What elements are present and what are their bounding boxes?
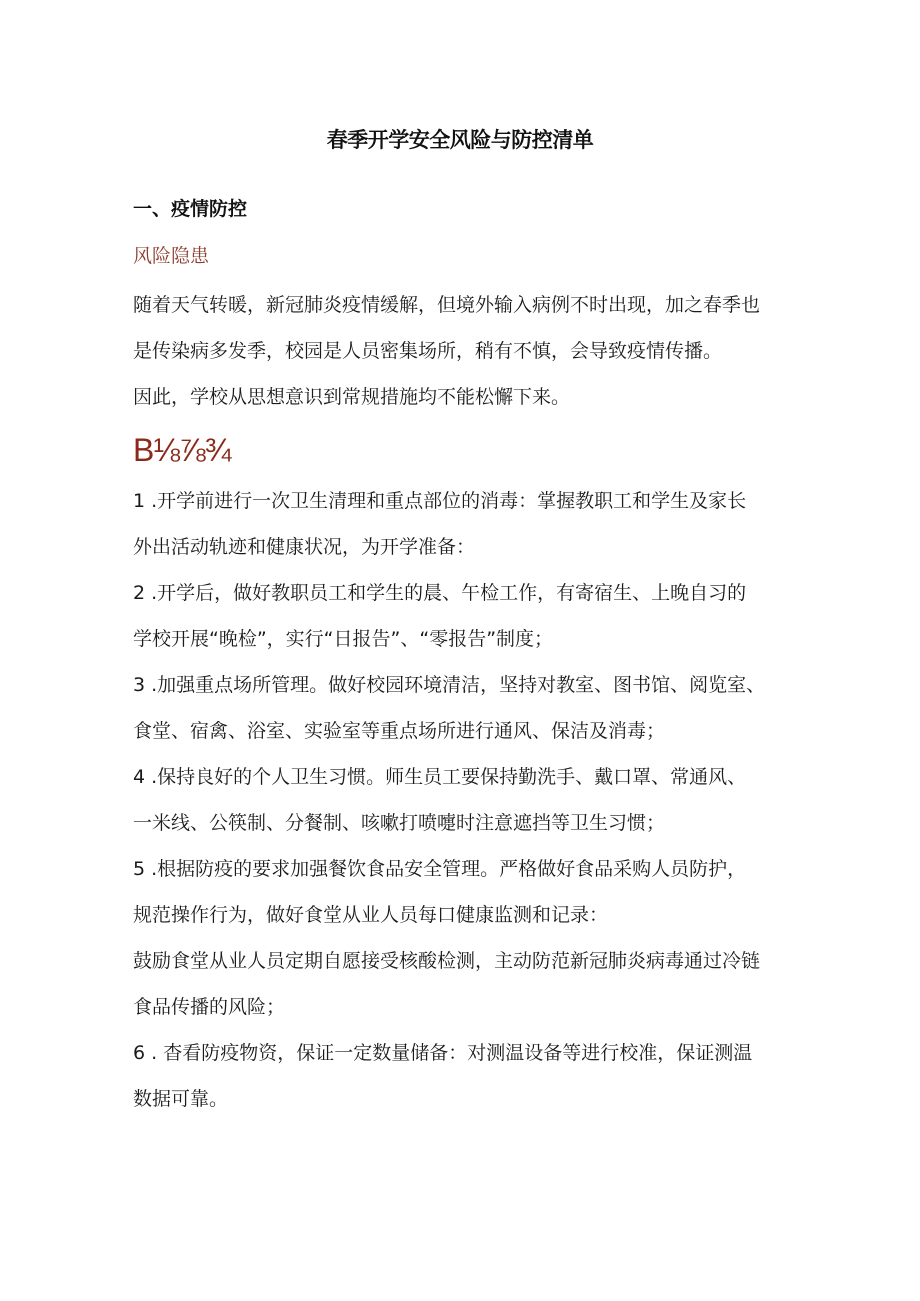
text-line: 数据可靠。: [133, 1088, 229, 1110]
text-line: 1 .开学前进行一次卫生清理和重点部位的消毒：掌握教职工和学生及家长: [133, 490, 747, 512]
section-heading: 一、疫情防控: [133, 198, 248, 220]
text-line: 规范操作行为，做好食堂从业人员每口健康监测和记录：: [133, 904, 609, 926]
text-line: 5 .根据防疫的要求加强餐饮食品安全管理。严格做好食品采购人员防护，: [133, 858, 747, 880]
text-line: 3 .加强重点场所管理。做好校园环境清洁，坚持对教室、图书馆、阅览室、: [133, 674, 766, 696]
measures-paragraph: [133, 478, 813, 1122]
text-line: 鼓励食堂从业人员定期自愿接受核酸检测，主动防范新冠肺炎病毒通过冷链: [133, 950, 761, 972]
text-line: 食堂、宿禽、浴室、实验室等重点场所进行通风、保洁及消毒；: [133, 720, 666, 742]
text-line: 因此，学校从思想意识到常规措施均不能松懈下来。: [133, 386, 571, 408]
text-line: 食品传播的风险；: [133, 996, 286, 1018]
page-title: 春季开学安全风险与防控清单: [326, 128, 594, 152]
risk-paragraph: [133, 282, 813, 420]
text-line: 随着天气转暖，新冠肺炎疫情缓解，但境外输入病例不时出现，加之春季也: [133, 294, 761, 316]
text-line: 是传染病多发季，校园是人员密集场所，稍有不慎，会导致疫情传播。: [133, 340, 723, 362]
text-line: 学校开展“晚检”，实行“日报告”、“零报告”制度；: [133, 628, 554, 650]
text-line: 外出活动轨迹和健康状况，为开学准备：: [133, 536, 476, 558]
text-line: 2 .开学后，做好教职员工和学生的晨、午检工作，有寄宿生、上晚自习的: [133, 582, 747, 604]
risk-subheading: 风险隐患: [133, 245, 210, 267]
measures-subheading: B⅛⅞¾: [133, 432, 231, 468]
text-line: 6 . 杳看防疫物资，保证一定数量储备：对测温设备等进行校准，保证测温: [133, 1042, 753, 1064]
text-line: 一米线、公筷制、分餐制、咳嗽打喷嚏时注意遮挡等卫生习惯；: [133, 812, 666, 834]
text-line: 4 .保持良好的个人卫生习惯。师生员工要保持勤洗手、戴口罩、常通风、: [133, 766, 747, 788]
